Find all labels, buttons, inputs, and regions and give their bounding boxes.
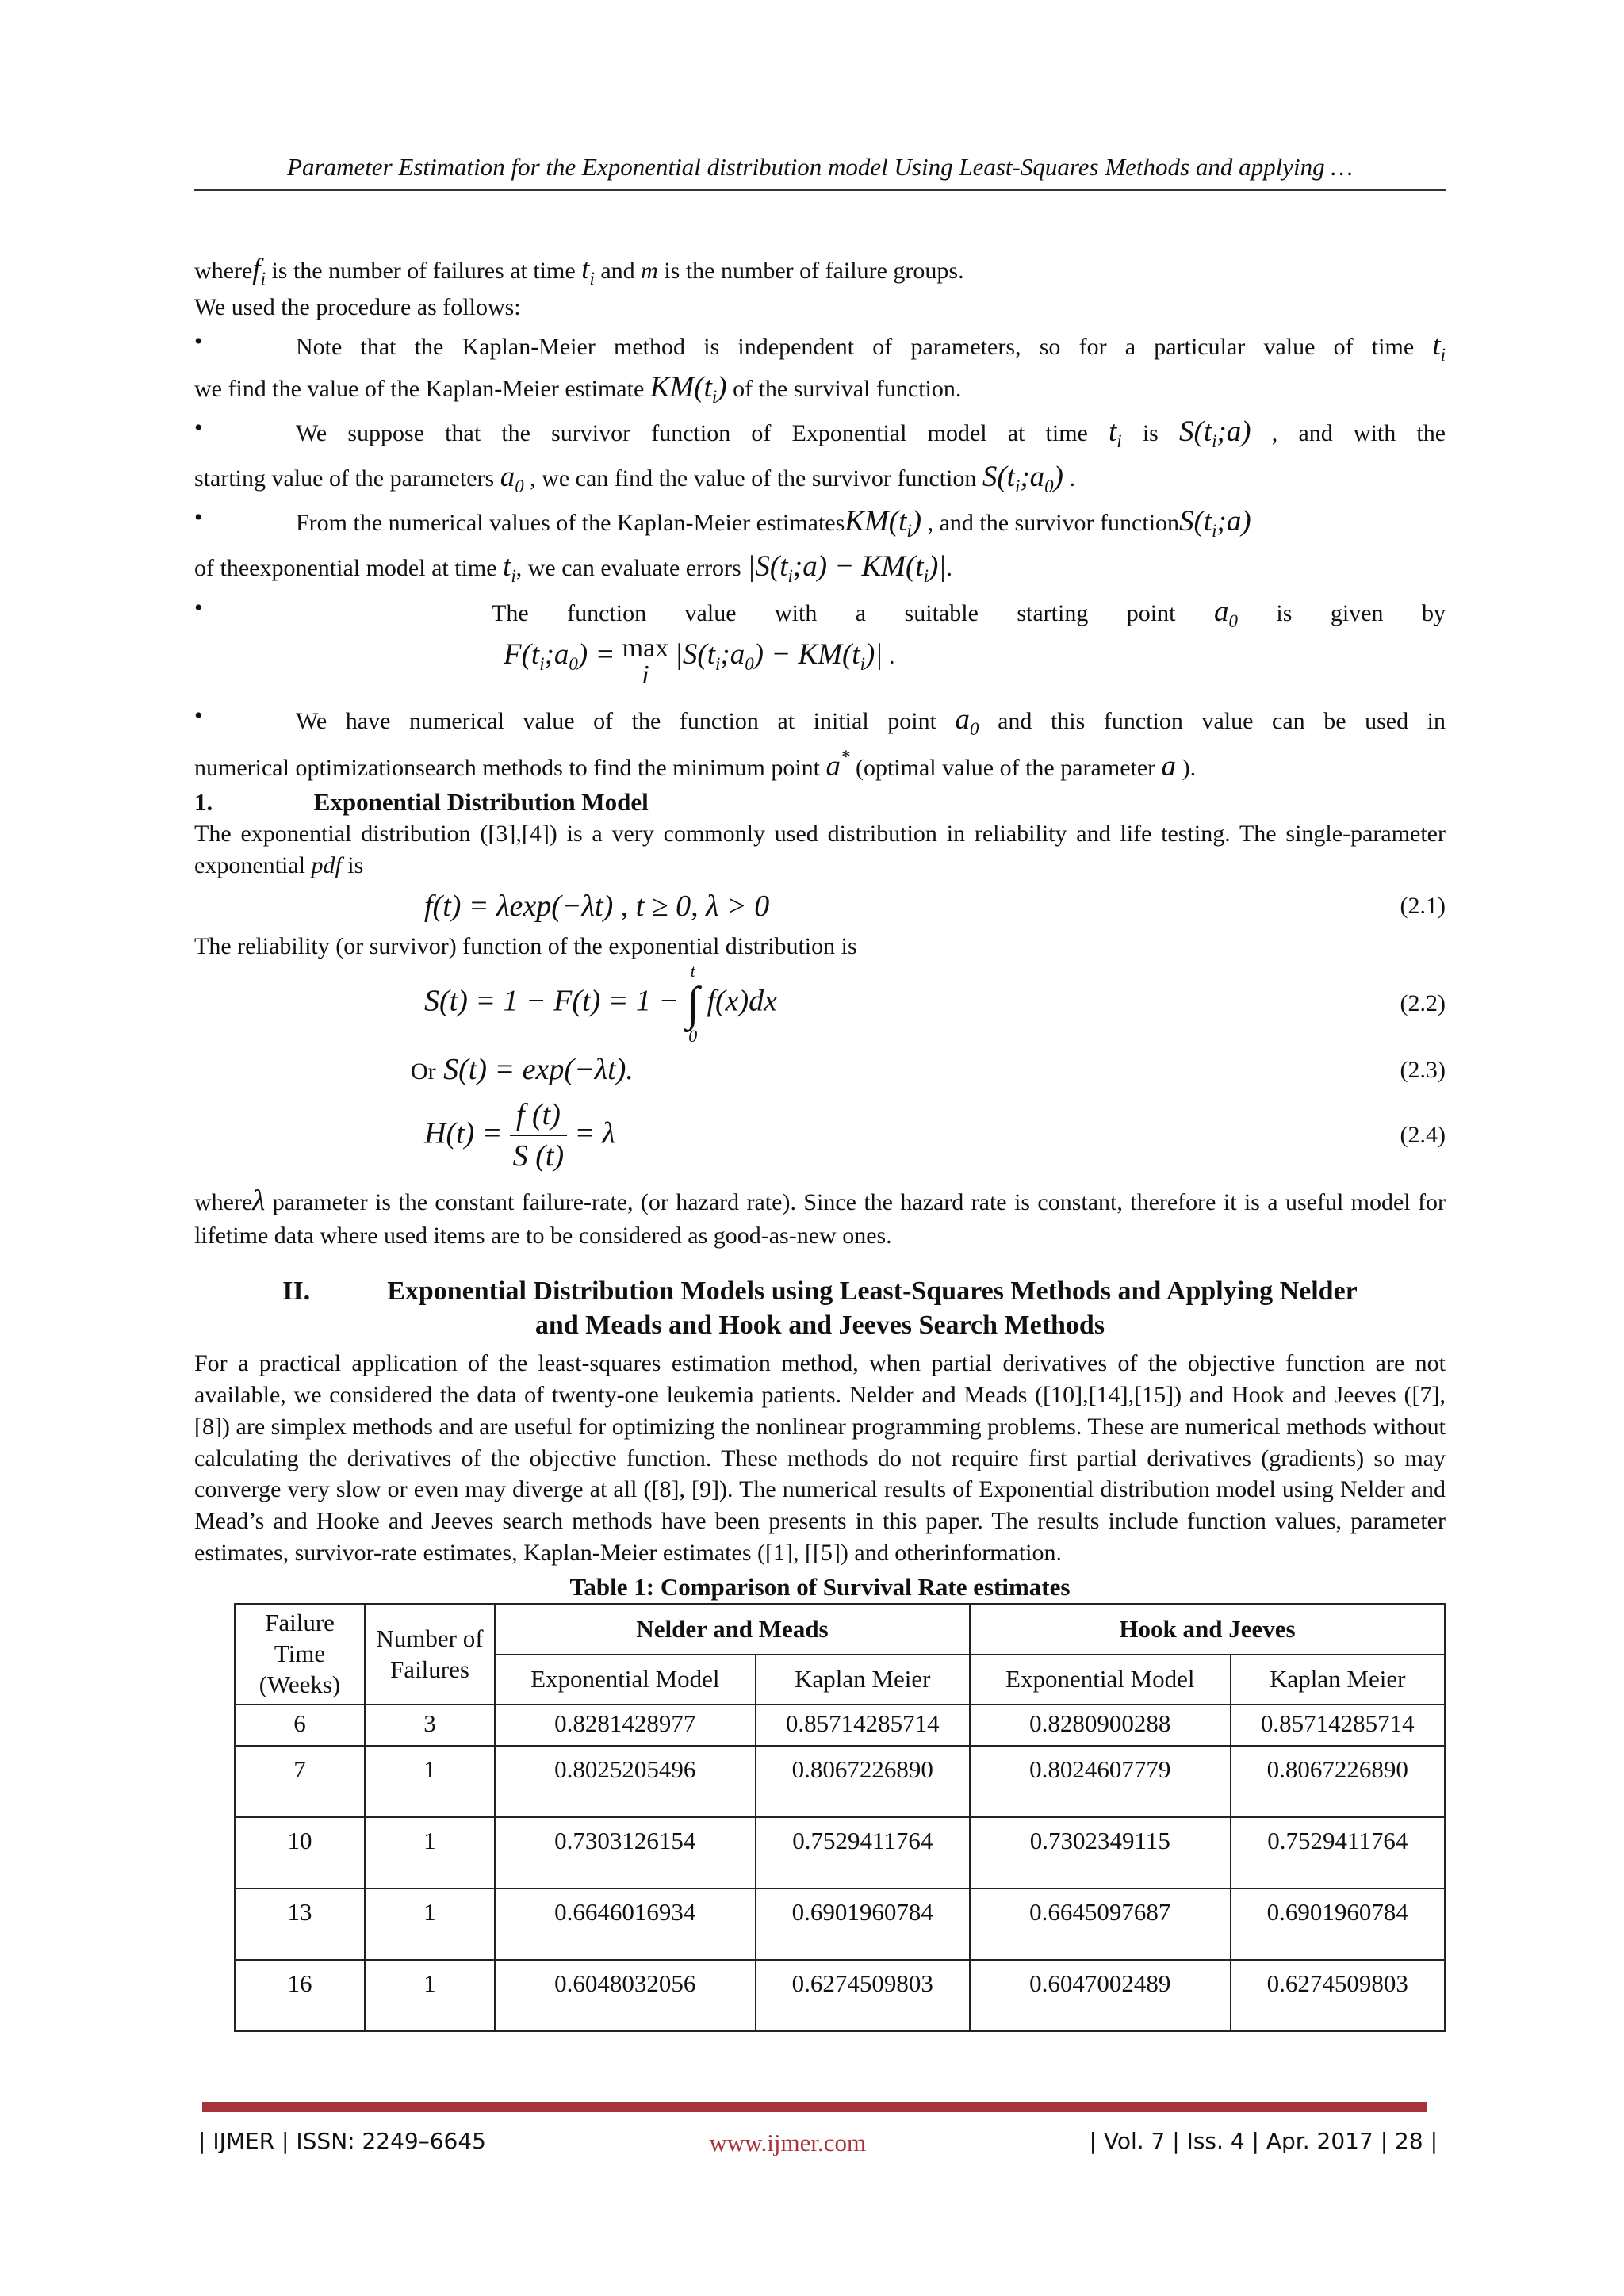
bullet-3: • From the numerical values of the Kaplan-Meier $estimatesKM(t_i)$ , and the survivor $functionS(t_i;a)$	[194, 502, 1446, 544]
running-header: Parameter Estimation for the Exponential distribution model Using Least-Squares Methods and applying …	[194, 151, 1446, 191]
bullet-dot-icon: •	[194, 415, 203, 442]
footer-rule	[202, 2102, 1427, 2112]
section-2-paragraph: For a practical application of the least-squares estimation method, when partial derivatives of the objective function are not available, we considered the data of twenty-one leukemia patients. Nelder and Meads ([10],[14],[15]) and Hook and Jeeves ([7],[8]) are simplex methods and are useful for optimizing the nonlinear programming problems. These are numerical methods without calculating the derivatives of the objective function. These methods do not require first partial derivatives (gradients) so may converge very slow or even may diverge at all ([8], [9]). The numerical results of Exponential distribution model using Nelder and Mead’s and Hooke and Jeeves search methods have been presents in this paper. The results include function values, parameter estimates, survivor-rate estimates, Kaplan-Meier estimates ([1], [[5]) and otherinformation.	[194, 1349, 1446, 1567]
survival-rate-table	[234, 1603, 1446, 2031]
bullet-1: • Note that the Kaplan-Meier method is independent of parameters, so for a particular value of time $t_i$	[194, 326, 1446, 368]
bullet-4: • The function value with a suitable starting point $a_0$ is given by	[194, 592, 1446, 634]
bullet-dot-icon: •	[194, 328, 203, 355]
sub-exp-model: Exponential Model	[970, 1655, 1231, 1705]
where-line: wheref$_i$ is the number of failures at time $t_i$ and m is the number of failure groups.	[194, 253, 964, 289]
lambda-paragraph: whereλ parameter is the constant failure-rate, (or hazard rate). Since the hazard rate is constant, therefore it is a useful model for lifetime data where used items are to be considered as good-as-new ones.	[194, 1184, 1446, 1249]
bullet-dot-icon: •	[194, 594, 203, 621]
procedure-line: We used the procedure as follows:	[194, 293, 521, 320]
table-row: 6 3 0.8281428977 0.85714285714 0.8280900288 0.85714285714	[235, 1705, 1445, 1746]
section-1-paragraph: The exponential distribution ([3],[4]) is a very commonly used distribution in reliability and life testing. The single-parameter exponential pdf is	[194, 821, 1446, 878]
page-footer	[198, 2126, 1438, 2159]
equation-2-2: S(t) = 1 − F(t) = 1 − t ∫ 0 f(x)dx (2.2)	[424, 961, 1446, 1047]
bullet-dot-icon: •	[194, 504, 203, 531]
bullet-2: • We suppose that the survivor function of Exponential model at time $t_i$ is $S(t_i;a)$ , and with the	[194, 412, 1446, 454]
equation-2-1: f(t) = λexp(−λt) , t ≥ 0, λ > 0 (2.1)	[424, 889, 1446, 923]
sub-exp-model: Exponential Model	[495, 1655, 756, 1705]
bullet-1-cont: we find the value of the Kaplan-Meier estimate $KM(t_i)$ of the survival function.	[194, 370, 962, 407]
page-body	[194, 250, 1446, 2032]
table-row: 16 1 0.6048032056 0.6274509803 0.6047002489 0.6274509803	[235, 1960, 1445, 2031]
col-failure-time: Failure Time (Weeks)	[235, 1604, 365, 1704]
sub-kaplan-meier: Kaplan Meier	[756, 1655, 970, 1705]
math-fi: $f_i$	[252, 253, 266, 289]
reliability-line: The reliability (or survivor) function of the exponential distribution is	[194, 933, 857, 960]
math-ti: $t_i$	[581, 253, 595, 289]
equation-F: $F(t_i;a_0)$ = max i $|S(t_i;a_0) - KM(t_i)|$ .	[504, 633, 895, 691]
table-row: 13 1 0.6646016934 0.6901960784 0.6645097687 0.6901960784	[235, 1888, 1445, 1960]
section-1-heading: 1. Exponential Distribution Model	[194, 787, 649, 816]
integral-icon: t ∫ 0	[686, 961, 699, 1047]
equation-2-4: H(t) = $\frac{f (t)}{S (t)}$ = λ (2.4)	[194, 1095, 1446, 1177]
table-caption: Table 1: Comparison of Survival Rate estimates	[569, 1573, 1071, 1601]
footer-journal: | IJMER | ISSN: 2249–6645	[198, 2128, 486, 2154]
bullet-2-cont: starting value of the parameters $a_0$ , we can find the value of the survivor function $S(t_i;a_0)$ .	[194, 460, 1075, 496]
table-row: 7 1 0.8025205496 0.8067226890 0.8024607779 0.8067226890	[235, 1746, 1445, 1817]
footer-issue: | Vol. 7 | Iss. 4 | Apr. 2017 | 28 |	[1089, 2128, 1438, 2154]
group-nelder-meads: Nelder and Meads	[495, 1604, 970, 1654]
footer-url-link[interactable]: www.ijmer.com	[709, 2129, 867, 2156]
section-2-heading: II. Exponential Distribution Models using Least-Squares Methods and Applying Nelder and Meads and Hook and Jeeves Search Methods	[282, 1276, 1358, 1341]
bullet-dot-icon: •	[194, 702, 203, 729]
group-hook-jeeves: Hook and Jeeves	[970, 1604, 1445, 1654]
bullet-3-cont: of theexponential model at time $t_i$, we can evaluate errors $|S(t_i;a) - KM(t_i)|$.	[194, 549, 952, 586]
bullet-5: • We have numerical value of the function at initial point $a_0$ and this function value can be used in	[194, 700, 1446, 742]
col-num-failures: Number of Failures	[365, 1604, 495, 1704]
table-row: 10 1 0.7303126154 0.7529411764 0.7302349115 0.7529411764	[235, 1817, 1445, 1888]
sub-kaplan-meier: Kaplan Meier	[1231, 1655, 1445, 1705]
bullet-5-cont: numerical optimizationsearch methods to find the minimum point a* (optimal value of the parameter a ).	[194, 746, 1197, 783]
equation-2-3: Or S(t) = exp(−λt). (2.3)	[411, 1053, 1446, 1087]
